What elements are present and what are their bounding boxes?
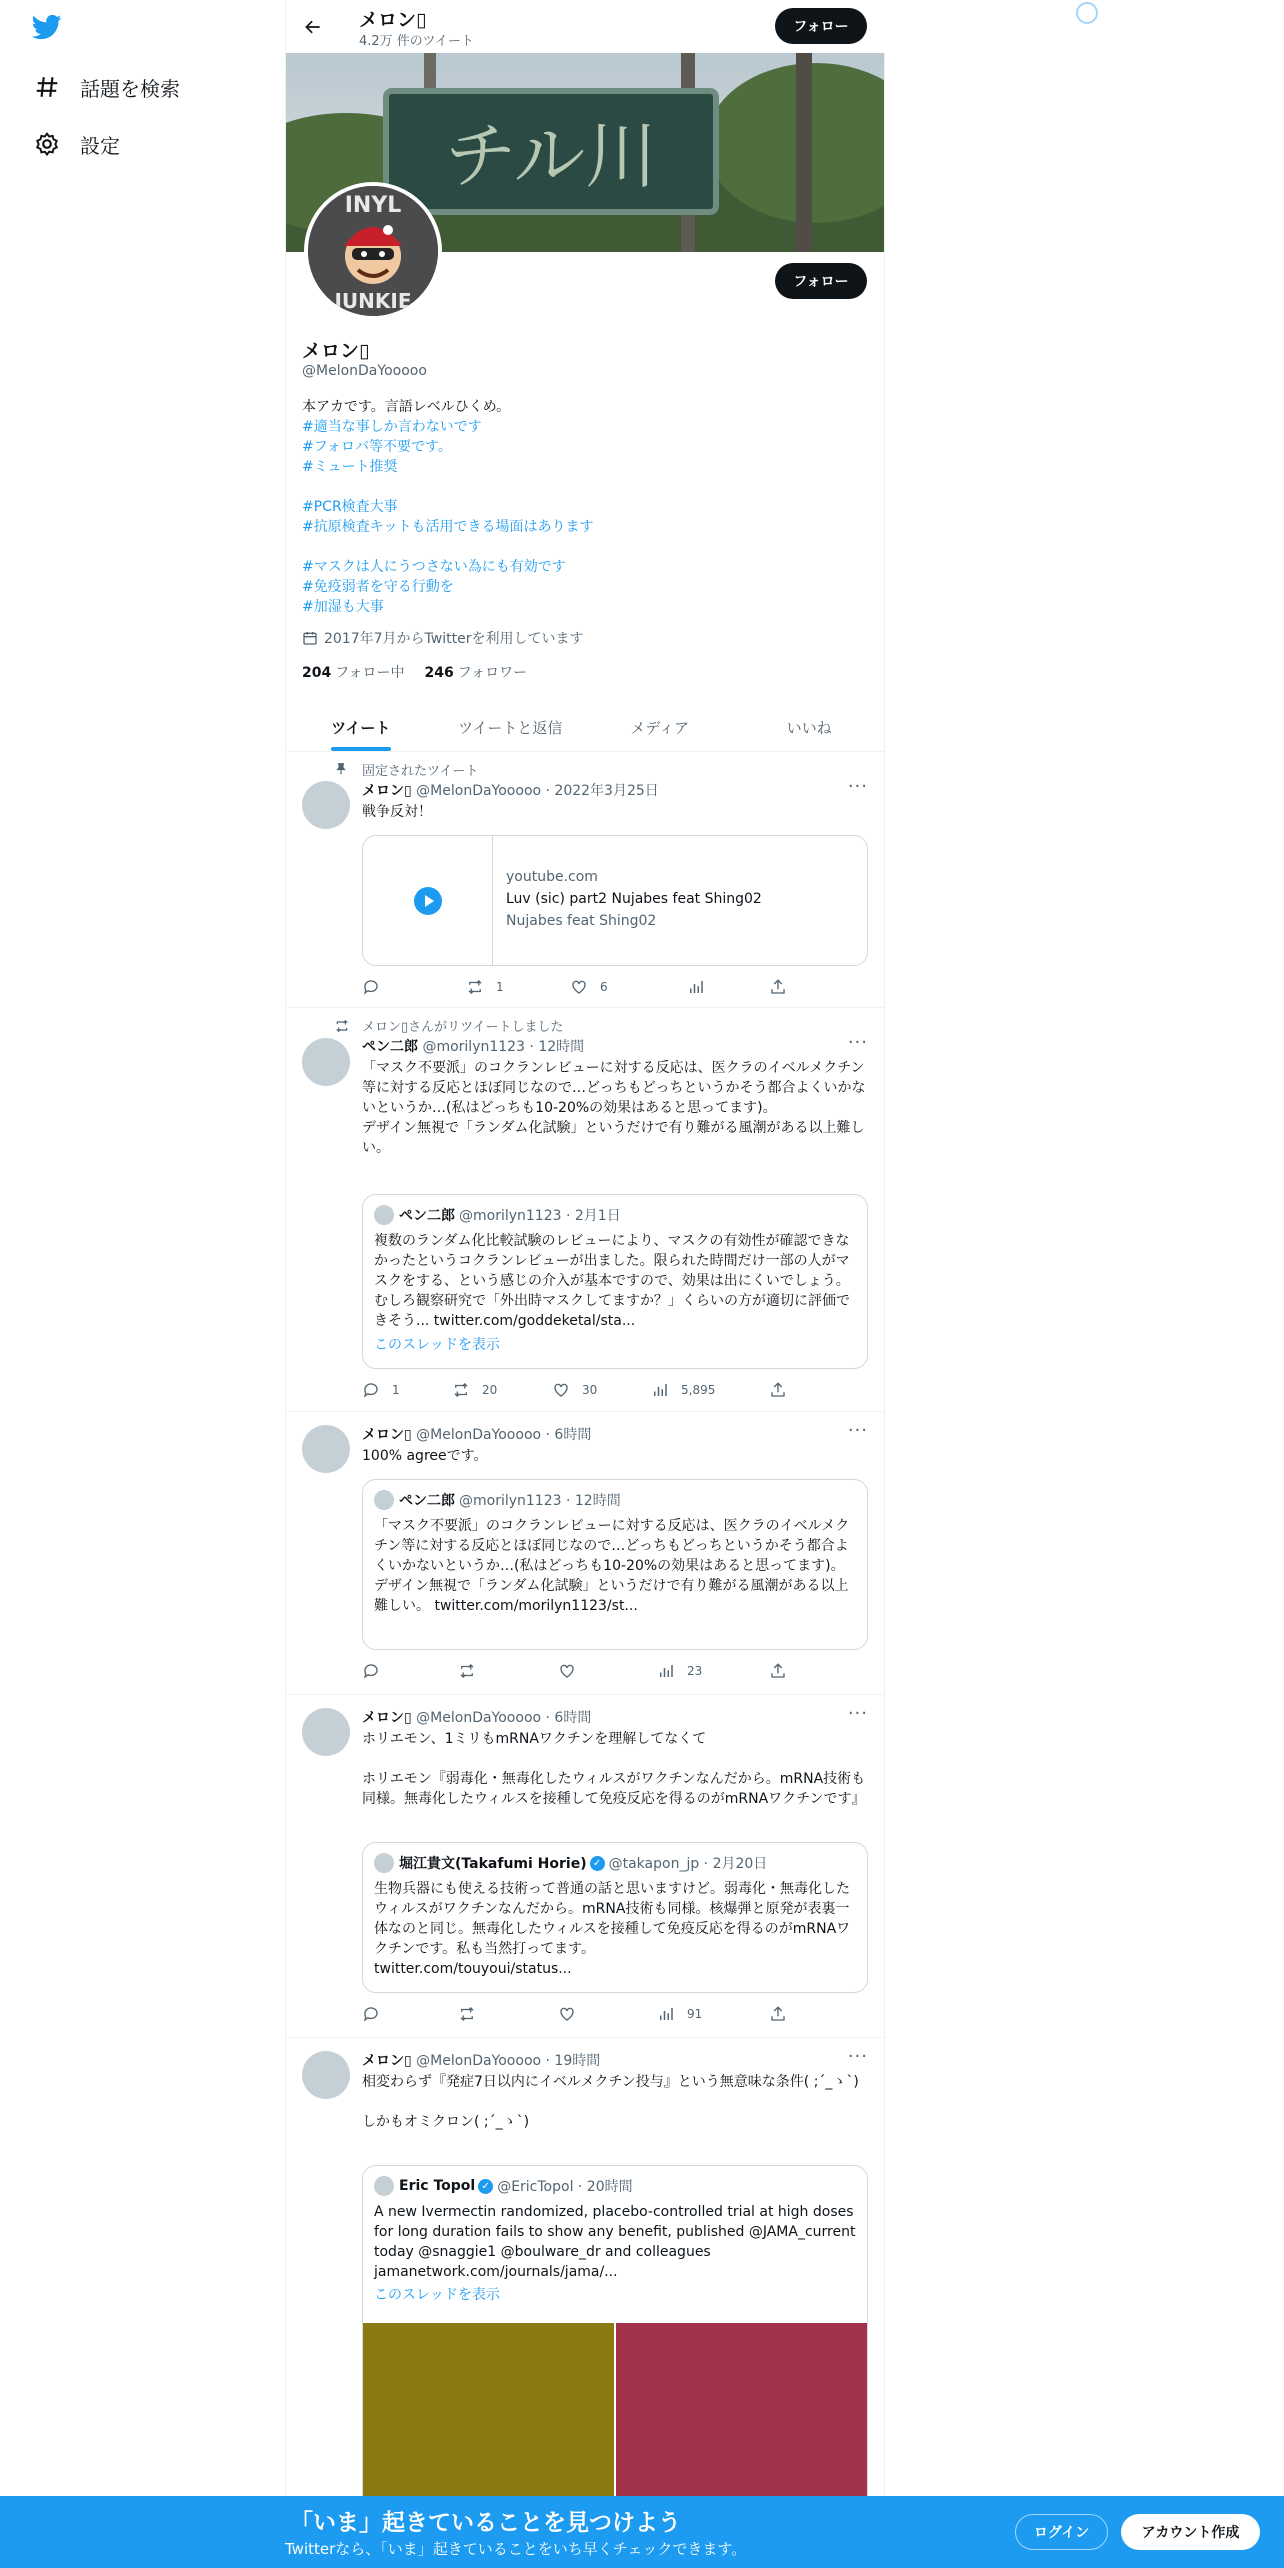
avatar [374, 1853, 394, 1873]
signup-button[interactable]: アカウント作成 [1121, 2514, 1260, 2550]
avatar[interactable] [302, 1425, 350, 1473]
more-icon[interactable]: ··· [847, 1032, 868, 1053]
author-meta: @MelonDaYooooo · 2022年3月25日 [416, 783, 659, 799]
quote-header: Eric Topol ✓ @EricTopol · 20時間 [374, 2176, 633, 2196]
tab-media[interactable]: メディア [630, 719, 690, 737]
pinned-label: 固定されたツイート [362, 764, 479, 779]
bio-hashtag[interactable]: #フォロバ等不要です。 [302, 439, 452, 455]
following-link[interactable]: 204 フォロー中 [302, 665, 405, 681]
reply-icon [362, 2005, 380, 2023]
share-icon [769, 978, 787, 996]
back-button[interactable] [296, 10, 330, 44]
show-thread-link[interactable]: このスレッドを表示 [374, 2287, 500, 2303]
reply-button[interactable] [362, 1662, 392, 1680]
share-button[interactable] [769, 1381, 799, 1399]
arrow-left-icon [303, 17, 323, 37]
bio-hashtag[interactable]: #PCR検査大事 [302, 499, 398, 515]
author-meta: @MelonDaYooooo · 6時間 [416, 1427, 592, 1443]
quote-text: 「マスク不要派」のコクランレビューに対する反応は、医クラのイベルメクチン等に対する反応とほぼ同じなので…どっちもどっちというかそう都合よくいかないというか…(私はどっちも10-20%の効果はあると思ってます)。 デザイン無視で「ランダム化試験」というだけで有り難がる風潮がある以上難しい。 twitter.com/morilyn1123/st... [374, 1518, 850, 1614]
like-button[interactable]: 6 [570, 978, 608, 996]
calendar-icon [302, 630, 318, 646]
more-icon[interactable]: ··· [847, 776, 868, 797]
follow-stats [302, 662, 527, 682]
quote-header: ペン二郎 @morilyn1123 · 12時間 [374, 1490, 621, 1510]
retweet-icon [452, 1381, 470, 1399]
nav-explore[interactable] [34, 69, 180, 105]
reply-icon [362, 1381, 380, 1399]
retweet-icon [458, 1662, 476, 1680]
nav-settings-label: 設定 [80, 133, 120, 158]
retweet-context-icon [334, 1018, 350, 1038]
like-button[interactable] [558, 2005, 588, 2023]
tweet-text: 戦争反対！ [362, 804, 432, 820]
bio-hashtag[interactable]: #抗原検査キットも活用できる場面はあります [302, 519, 594, 535]
quote-text: 生物兵器にも使える技術って普通の話と思いますけど。弱毒化・無毒化したウィルスがワクチンなんだから。mRNA技術も同様。核爆弾と原発が表裏一体なのと同じ。無毒化したウィルスを接種して免疫反応を得るのがmRNAワクチンです。私も当然打ってます。 twitter.com/touyoui/status... [374, 1881, 851, 1977]
twitter-logo-icon[interactable] [32, 12, 62, 42]
author-meta: @morilyn1123 · 12時間 [422, 1039, 585, 1055]
tweet-text: 100% agreeです。 [362, 1448, 488, 1464]
author-name[interactable]: メロン▯ [362, 2053, 412, 2069]
reply-button[interactable] [362, 2005, 392, 2023]
views-button[interactable] [687, 978, 717, 996]
chart-bar-icon [687, 978, 705, 996]
tweet[interactable] [286, 1695, 884, 2038]
more-icon[interactable]: ··· [847, 2046, 868, 2067]
profile-tabs [286, 704, 884, 752]
verified-badge-icon: ✓ [590, 1856, 605, 1871]
retweet-button[interactable] [458, 1662, 488, 1680]
profile-bio [302, 397, 862, 617]
signup-banner-subtitle: Twitterなら、「いま」起きていることをいち早くチェックできます。 [285, 2540, 747, 2558]
author-meta: @MelonDaYooooo · 6時間 [416, 1710, 592, 1726]
bio-hashtag[interactable]: #加湿も大事 [302, 599, 384, 615]
quote-tweet[interactable] [362, 1194, 868, 1369]
reply-icon [362, 1662, 380, 1680]
author-name[interactable]: メロン▯ [362, 1710, 412, 1726]
like-button[interactable]: 30 [552, 1381, 597, 1399]
tweet-header [362, 2050, 600, 2070]
retweet-context[interactable]: メロン▯さんがリツイートしました [362, 1020, 564, 1035]
reply-button[interactable] [362, 978, 392, 996]
avatar-text-bottom: JUNKIE [334, 289, 412, 313]
tweet-header [362, 1424, 591, 1444]
avatar-text-top: INYL [344, 193, 402, 218]
profile-handle: @MelonDaYooooo [302, 363, 427, 379]
chart-bar-icon [657, 1662, 675, 1680]
tweet-header [362, 780, 659, 800]
bio-hashtag[interactable]: #ミュート推奨 [302, 459, 398, 475]
avatar[interactable] [302, 1708, 350, 1756]
share-icon [769, 2005, 787, 2023]
chart-bar-icon [657, 2005, 675, 2023]
card-description: Nujabes feat Shing02 [506, 913, 657, 929]
tweet-text: ホリエモン、1ミリもmRNAワクチンを理解してなくて ホリエモン『弱毒化・無毒化したウィルスがワクチンなんだから。mRNA技術も同様。無毒化したウィルスを接種して免疫反応を得るのがmRNAワクチンです』 [362, 1731, 866, 1807]
quote-header: 堀江貴文(Takafumi Horie) ✓ @takapon_jp · 2月20日 [374, 1853, 767, 1873]
heart-icon [558, 2005, 576, 2023]
avatar[interactable] [302, 2051, 350, 2099]
joined-text: 2017年7月からTwitterを利用しています [324, 631, 584, 647]
profile-avatar[interactable] [304, 182, 442, 320]
tweet-actions [362, 2005, 792, 2025]
author-name[interactable]: メロン▯ [362, 1427, 412, 1443]
pin-icon [334, 762, 348, 780]
tab-tweets[interactable]: ツイート [286, 704, 436, 751]
tweet[interactable] [286, 1412, 884, 1695]
more-icon[interactable]: ··· [847, 1420, 868, 1441]
tweet-actions [362, 1662, 792, 1682]
retweet-icon [466, 978, 484, 996]
tweet-header [362, 1707, 591, 1727]
author-name[interactable]: メロン▯ [362, 783, 412, 799]
tweet[interactable] [286, 2038, 884, 2568]
quote-text: A new Ivermectin randomized, placebo-controlled trial at high doses for long duration fails to show any benefit, published @JAMA_current today @snaggie1 @boulware_dr and colleagues jamanetwork.com/journals/jama/... [374, 2204, 856, 2280]
banner-sign-text: チル川 [444, 114, 658, 198]
avatar[interactable] [302, 781, 350, 829]
joined-date [302, 628, 583, 648]
heart-icon [552, 1381, 570, 1399]
loading-spinner-icon [1076, 2, 1098, 24]
play-icon [413, 886, 443, 916]
reply-button[interactable]: 1 [362, 1381, 400, 1399]
tweet-pinned[interactable] [286, 752, 884, 1008]
signup-banner [0, 2496, 1284, 2568]
main-column [285, 0, 885, 2568]
avatar [374, 1205, 394, 1225]
share-icon [769, 1381, 787, 1399]
quote-tweet[interactable] [362, 1842, 868, 1993]
nav-settings[interactable] [34, 126, 120, 162]
profile-name: メロン▯ [302, 340, 370, 362]
avatar [374, 1490, 394, 1510]
retweet-button[interactable]: 20 [452, 1381, 497, 1399]
hashtag-icon [34, 74, 60, 100]
nav-explore-label: 話題を検索 [80, 76, 180, 101]
signup-banner-title: 「いま」起きていることを見つけよう [290, 2510, 681, 2536]
tweet-text: 「マスク不要派」のコクランレビューに対する反応は、医クラのイベルメクチン等に対する反応とほぼ同じなので…どっちもどっちというかそう都合よくいかないというか…(私はどっちも10-20%の効果はあると思ってます)。 デザイン無視で「ランダム化試験」というだけで有り難がる風潮がある以上難しい。 [362, 1060, 866, 1156]
followers-link[interactable]: 246 フォロワー [424, 665, 528, 681]
chart-bar-icon [651, 1381, 669, 1399]
bio-hashtag[interactable]: #マスクは人にうつさない為にも有効です [302, 559, 566, 575]
gear-icon [34, 131, 60, 157]
views-button[interactable]: 23 [657, 1662, 702, 1680]
share-button[interactable] [769, 978, 799, 996]
follow-button[interactable]: フォロー [775, 263, 867, 299]
more-icon[interactable]: ··· [847, 1703, 868, 1724]
heart-icon [570, 978, 588, 996]
quote-tweet[interactable] [362, 1479, 868, 1650]
like-button[interactable] [558, 1662, 588, 1680]
views-button[interactable]: 91 [657, 2005, 702, 2023]
heart-icon [558, 1662, 576, 1680]
header-follow-button[interactable]: フォロー [775, 8, 867, 44]
reply-icon [362, 978, 380, 996]
header-tweet-count: 4.2万 件のツイート [359, 34, 474, 49]
header-profile-name: メロン▯ [359, 9, 427, 31]
share-button[interactable] [769, 2005, 799, 2023]
tab-likes[interactable]: いいね [786, 719, 832, 737]
bio-hashtag[interactable]: #適当な事しか言わないです [302, 419, 482, 435]
tweet-actions [362, 1381, 792, 1401]
card-body [506, 866, 762, 932]
retweet-button[interactable]: 1 [466, 978, 504, 996]
author-meta: @MelonDaYooooo · 19時間 [416, 2053, 601, 2069]
retweet-button[interactable] [458, 2005, 488, 2023]
bio-hashtag[interactable]: #免疫弱者を守る行動を [302, 579, 454, 595]
card-domain: youtube.com [506, 869, 598, 885]
share-button[interactable] [769, 1662, 799, 1680]
profile-header-bar [286, 0, 886, 53]
views-button[interactable]: 5,895 [651, 1381, 715, 1399]
share-icon [769, 1662, 787, 1680]
tweet-actions [362, 978, 792, 998]
login-button[interactable]: ログイン [1015, 2514, 1108, 2550]
tab-tweets-replies[interactable]: ツイートと返信 [458, 719, 563, 737]
avatar[interactable] [302, 1038, 350, 1086]
tweet-header [362, 1036, 584, 1056]
quote-text: 複数のランダム化比較試験のレビューにより、マスクの有効性が確認できなかったというコクランレビューが出ました。限られた時間だけ一部の人がマスクをする、という感じの介入が基本ですので、効果は出にくいでしょう。むしろ観察研究で「外出時マスクしてますか？」くらいの方が適切に評価できそう... twitter.com/goddeketal/sta... [374, 1233, 850, 1329]
bio-lead: 本アカです。言語レベルひくめ。 [302, 399, 511, 415]
tweet-retweeted[interactable] [286, 1008, 884, 1412]
show-thread-link[interactable]: このスレッドを表示 [374, 1337, 500, 1353]
quote-header: ペン二郎 @morilyn1123 · 2月1日 [374, 1205, 621, 1225]
link-card[interactable] [362, 835, 868, 966]
avatar [374, 2176, 394, 2196]
author-name[interactable]: ペン二郎 [362, 1039, 418, 1055]
retweet-icon [458, 2005, 476, 2023]
card-title: Luv (sic) part2 Nujabes feat Shing02 [506, 891, 762, 907]
card-thumbnail [363, 836, 493, 965]
tweet-text: 相変わらず『発症7日以内にイベルメクチン投与』という無意味な条件( ;´_ゝ`) しかもオミクロン( ;´_ゝ`) [362, 2074, 859, 2130]
verified-badge-icon: ✓ [478, 2179, 493, 2194]
